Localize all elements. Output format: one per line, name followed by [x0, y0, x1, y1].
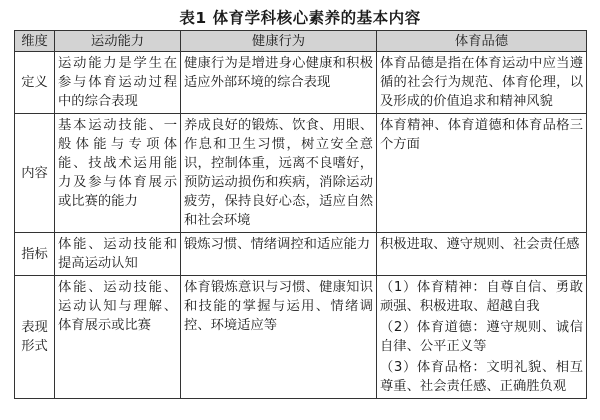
cell-manifestation-health: 体育锻炼意识与习惯、健康知识和技能的掌握与运用、情绪调控、环境适应等 — [181, 276, 377, 399]
cell-manifestation-motor: 体能、运动技能、运动认知与理解、体育展示或比赛 — [55, 276, 181, 399]
cell-indicator-health: 锻炼习惯、情绪调控和适应能力 — [181, 233, 377, 276]
cell-indicator-morality: 积极进取、遵守规则、社会责任感 — [377, 233, 587, 276]
core-literacy-table — [14, 30, 587, 399]
row-content — [15, 114, 587, 233]
cell-content-health: 养成良好的锻炼、饮食、用眼、作息和卫生习惯，树立安全意识，控制体重，远离不良嗜好，预防运动损伤和疾病，消除运动疲劳，保持良好心态，适应自然和社会环境 — [181, 114, 377, 233]
row-label-content: 内容 — [15, 114, 55, 233]
header-dimension: 维度 — [15, 31, 55, 52]
header-sports-morality: 体育品德 — [377, 31, 587, 52]
table-caption: 表1 体育学科核心素养的基本内容 — [179, 9, 421, 27]
cell-indicator-motor: 体能、运动技能和提高运动认知 — [55, 233, 181, 276]
morality-item-spirit: （1）体育精神：自尊自信、勇敢顽强、积极进取、超越自我 — [380, 280, 583, 314]
row-label-indicator: 指标 — [15, 233, 55, 276]
header-health-behavior: 健康行为 — [181, 31, 377, 52]
cell-definition-health: 健康行为是增进身心健康和积极适应外部环境的综合表现 — [181, 52, 377, 114]
row-manifestation — [15, 276, 587, 399]
cell-definition-morality: 体育品德是指在体育运动中应当遵循的社会行为规范、体育伦理，以及形成的价值追求和精神风貌 — [377, 52, 587, 114]
row-label-manifestation: 表现形式 — [15, 276, 55, 399]
row-label-definition: 定义 — [15, 52, 55, 114]
morality-item-character: （3）体育品格：文明礼貌、相互尊重、社会责任感、正确胜负观 — [380, 360, 583, 394]
cell-definition-motor: 运动能力是学生在参与体育运动过程中的综合表现 — [55, 52, 181, 114]
header-row — [15, 31, 587, 52]
header-motor-ability: 运动能力 — [55, 31, 181, 52]
cell-manifestation-morality — [377, 276, 587, 399]
cell-content-morality: 体育精神、体育道德和体育品格三个方面 — [377, 114, 587, 233]
row-indicator — [15, 233, 587, 276]
cell-content-motor: 基本运动技能、一般体能与专项体能、技战术运用能力及参与体育展示或比赛的能力 — [55, 114, 181, 233]
morality-item-ethics: （2）体育道德：遵守规则、诚信自律、公平正义等 — [380, 320, 583, 354]
row-definition — [15, 52, 587, 114]
